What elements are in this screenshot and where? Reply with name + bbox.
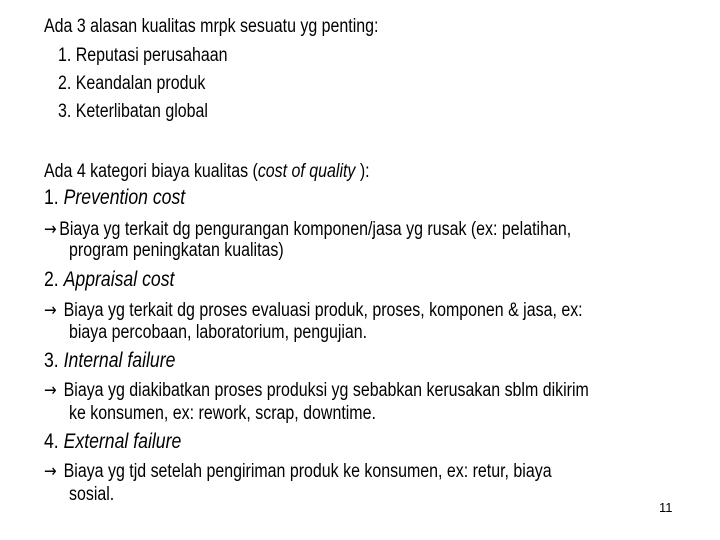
category-number: 1. (44, 186, 64, 209)
category-name: Internal failure (63, 349, 176, 372)
category-description (44, 219, 571, 241)
page-number: 11 (659, 500, 673, 515)
category-name: Prevention cost (63, 186, 186, 209)
categories-intro-suffix: ): (355, 161, 370, 182)
category-number: 3. (44, 349, 64, 372)
categories-intro-prefix: Ada 4 kategori biaya kualitas ( (44, 161, 258, 182)
description-line: sosial. (69, 484, 115, 505)
category-name: Appraisal cost (63, 268, 175, 291)
category-number: 4. (44, 430, 64, 453)
arrow-icon: → (44, 219, 57, 240)
arrow-icon: → (44, 380, 57, 401)
reason-item: 1. Reputasi perusahaan (58, 45, 228, 66)
category-title (44, 186, 185, 210)
category-number: 2. (44, 268, 64, 291)
description-line: Biaya yg terkait dg pengurangan komponen/jasa yg rusak (ex: pelatihan, (59, 219, 572, 240)
arrow-icon: → (44, 461, 57, 482)
intro-heading: Ada 3 alasan kualitas mrpk sesuatu yg penting: (44, 16, 379, 37)
categories-intro (44, 161, 370, 183)
description-line: Biaya yg tjd setelah pengiriman produk ke konsumen, ex: retur, biaya (59, 461, 552, 482)
category-title (44, 349, 175, 373)
description-line: program peningkatan kualitas) (69, 240, 284, 261)
category-title (44, 430, 181, 454)
description-line: Biaya yg diakibatkan proses produksi yg sebabkan kerusakan sblm dikirim (59, 380, 589, 401)
description-line: biaya percobaan, laboratorium, pengujian. (69, 322, 368, 343)
cost-of-quality-term: cost of quality (257, 161, 356, 182)
arrow-icon: → (44, 300, 57, 321)
description-line: Biaya yg terkait dg proses evaluasi produk, proses, komponen & jasa, ex: (59, 300, 583, 321)
category-description (44, 300, 583, 322)
category-description (44, 380, 589, 402)
description-line: ke konsumen, ex: rework, scrap, downtime. (69, 403, 376, 424)
reason-item: 3. Keterlibatan global (58, 101, 208, 122)
reason-item: 2. Keandalan produk (58, 73, 206, 94)
category-title (44, 268, 174, 292)
category-description (44, 461, 552, 483)
category-name: External failure (63, 430, 182, 453)
